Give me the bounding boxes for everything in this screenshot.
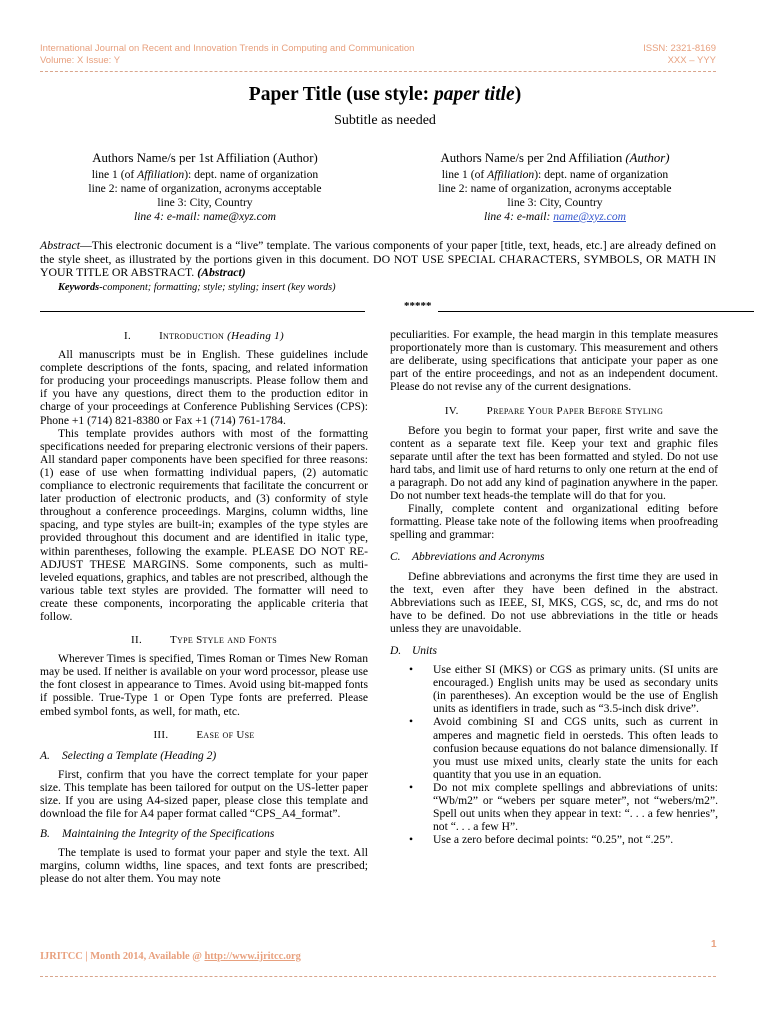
section-heading-1: I. Introduction (Heading 1) [124,330,284,342]
page-number: 1 [711,939,717,950]
section-heading-3: III. Ease of Use [153,728,255,741]
subsection-heading-c: C. Abbreviations and Acronyms [390,551,545,564]
footer: IJRITCC | Month 2014, Available @ http://www.ijritcc.org [40,951,301,962]
paragraph: The template is used to format your paper and style the text. All margins, column widths, line spaces, and text fonts are prescribed; please do not alter them. You may note [40,846,368,886]
abstract-label: Abstract [40,238,80,252]
abstract: Abstract—This electronic document is a “live” template. The various components of your paper [title, text, heads, etc.] are already defined on the style sheet, as illustrated by the portions given in this document. DO NOT USE SPECIAL CHARACTERS, SYMBOLS, OR MATH IN YOUR TITLE OR ABSTRACT. (Abstract) [40,238,716,279]
footer-link[interactable]: http://www.ijritcc.org [204,951,301,962]
abstract-tag: (Abstract) [197,265,246,279]
paragraph: Finally, complete content and organizational editing before formatting. Please take note of the following items when proofreading spelling and grammar: [390,502,718,542]
section-heading-4: IV. Prepare Your Paper Before Styling [444,405,664,418]
list-item: • Use a zero before decimal points: “0.25”, not “.25”. [409,833,674,847]
bullet-icon: • [409,663,414,677]
issn: ISSN: 2321-8169 [643,43,716,54]
paper-subtitle: Subtitle as needed [334,113,436,128]
paragraph: This template provides authors with most of the formatting specifications needed for preparing electronic versions of their papers. All standard paper components have been specified for three reasons: (1) ease of use when formatting individual papers, (2) automatic compliance to electronic requirements that facilitate the concurrent or later production of electronic products, and (3) conformity of style throughout a conference proceedings. Margins, column widths, line spacing, and type styles are built-in; examples of the type styles are provided throughout this document and are identified in italic type, within parentheses, following the example. PLEASE DO NOT RE-ADJUST THESE MARGINS. Some components, such as multi-leveled equations, graphics, and tables are not prescribed, although the various table text styles are provided. The formatter will need to create these components, incorporating the applicable criteria that follow. [40,426,368,623]
list-item: • Do not mix complete spellings and abbreviations of units: “Wb/m2” or “webers per square meter”, not “webers/m2”. Spell out units when they appear in text: “. . . a few henries”, not “. . . a few H”. [409,780,718,834]
page-range: XXX – YYY [667,55,716,66]
volume-issue: Volume: X Issue: Y [40,55,121,66]
bullet-icon: • [409,833,414,847]
author-block-1 [40,151,370,224]
subsection-heading-d: D. Units [390,644,437,657]
paragraph: peculiarities. For example, the head margin in this template measures proportionately more than is customary. This measurement and others are deliberate, using specifications that anticipate your paper as one part of the entire proceedings, and not as an independent document. Please do not revise any of the current designations. [390,328,718,394]
paragraph: Before you begin to format your paper, first write and save the content as a separate text file. Keep your text and graphic files separate until after the text has been formatted and styled. Do not use hard tabs, and limit use of hard returns to only one return at the end of a paragraph. Do not add any kind of pagination anywhere in the paper. Do not number text heads-the template will do that for you. [390,423,718,503]
section-heading-2: II. Type Style and Fonts [131,634,277,647]
units-list [390,663,718,846]
affiliation-line-1: line 1 (of Affiliation): dept. name of organization [441,168,669,181]
keywords: Keywords-component; formatting; style; styling; insert (key words) [58,282,336,293]
running-header-left [40,43,414,67]
running-header-right [643,43,716,67]
affiliation-line-3: line 3: City, Country [507,196,603,209]
paragraph: All manuscripts must be in English. These guidelines include complete descriptions of the fonts, spacing, and related information for producing your proceedings manuscripts. Please follow them and if you have any questions, direct them to the production editor in charge of your proceedings at Conference Publishing Services (CPS): Phone +1 (714) 821-8380 or Fax +1 (714) 761-1784. [40,348,368,427]
footer-rule [40,976,716,977]
affiliation-line-4: line 4: e-mail: name@xyz.com [483,210,626,223]
bullet-icon: • [409,715,414,729]
author-email-link[interactable]: name@xyz.com [553,210,626,223]
affiliation-line-2: line 2: name of organization, acronyms acceptable [438,182,672,195]
paragraph: Define abbreviations and acronyms the first time they are used in the text, even after they have been defined in the abstract. Abbreviations such as IEEE, SI, MKS, CGS, sc, dc, and rms do not have to be defined. Do not use abbreviations in the title or heads unless they are unavoidable. [390,569,718,635]
paragraph: Wherever Times is specified, Times Roman or Times New Roman may be used. If neither is available on your word processor, please use the font closest in appearance to Times. Avoid using bit-mapped fonts if possible. True-Type 1 or Open Type fonts are preferred. Please embed symbol fonts, as well, for math, etc. [40,652,368,718]
header-rule [40,71,716,72]
left-column [40,326,368,886]
paper-title: Paper Title (use style: paper title) [248,84,522,105]
subsection-heading-a: A. Selecting a Template (Heading 2) [40,749,217,762]
affiliation-line-1: line 1 (of Affiliation): dept. name of organization [91,168,319,181]
list-item: • Use either SI (MKS) or CGS as primary units. (SI units are encouraged.) English units may be used as secondary units (in parentheses). An exception would be the use of English units as identifiers in trade, such as “3.5-inch disk drive”. [409,663,718,716]
subsection-heading-b: B. Maintaining the Integrity of the Specifications [40,828,275,841]
right-column [390,328,718,846]
affiliation-line-2: line 2: name of organization, acronyms acceptable [88,182,322,195]
paragraph: First, confirm that you have the correct template for your paper size. This template has been tailored for output on the US-letter paper size. If you are using A4-sized paper, please close this template and download the file for A4 paper format called “CPS_A4_format”. [40,767,368,821]
author-block-2 [390,151,720,224]
affiliation-line-4: line 4: e-mail: name@xyz.com [133,210,276,223]
journal-name: International Journal on Recent and Innovation Trends in Computing and Communication [40,43,415,54]
author-email: name@xyz.com [203,210,276,223]
author-name: Authors Name/s per 2nd Affiliation (Author) [440,151,670,165]
bullet-icon: • [409,780,414,794]
list-item: • Avoid combining SI and CGS units, such as current in amperes and magnetic field in oersteds. This often leads to confusion because equations do not balance dimensionally. If you must use mixed units, clearly state the units for each quantity that you use in an equation. [409,715,718,781]
affiliation-line-3: line 3: City, Country [157,196,253,209]
author-name: Authors Name/s per 1st Affiliation (Author) [92,151,318,165]
